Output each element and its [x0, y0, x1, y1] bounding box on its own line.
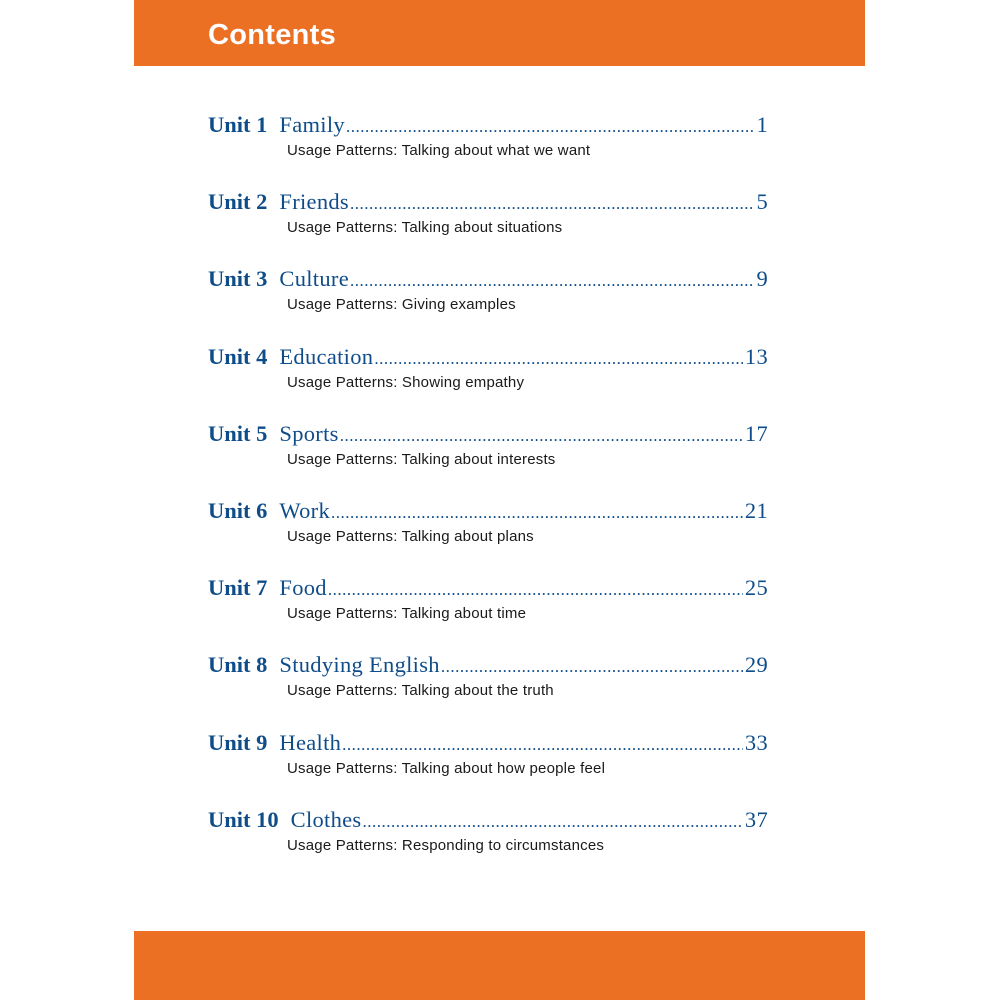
page-number: 5 [756, 189, 768, 215]
usage-patterns: Usage Patterns: Talking about how people feel [287, 759, 606, 777]
toc-entry[interactable] [208, 108, 768, 185]
toc-entry[interactable] [208, 726, 768, 803]
unit-label: Unit 1 [208, 112, 268, 137]
unit-title: Health [279, 729, 342, 755]
dot-leader [350, 264, 754, 298]
unit-title: Clothes [290, 806, 362, 832]
unit-label: Unit 4 [208, 343, 268, 369]
page-number: 9 [756, 266, 768, 292]
dot-leader [328, 573, 743, 607]
usage-patterns: Usage Patterns: Talking about interests [287, 450, 556, 468]
usage-patterns: Usage Patterns: Giving examples [287, 296, 516, 314]
page-number: 21 [744, 497, 768, 523]
page-title: Contents [208, 19, 337, 51]
toc-entry[interactable] [208, 494, 768, 571]
dot-leader [363, 805, 743, 839]
unit-title: Sports [279, 420, 339, 446]
dot-leader [346, 110, 754, 144]
unit-label: Unit 2 [208, 189, 268, 215]
usage-patterns: Usage Patterns: Talking about plans [287, 527, 534, 545]
page-number: 1 [756, 112, 768, 137]
usage-patterns: Usage Patterns: Talking about time [287, 605, 527, 623]
table-of-contents [208, 108, 768, 880]
usage-patterns: Usage Patterns: Showing empathy [287, 373, 525, 391]
contents-page [134, 0, 865, 1000]
page-number: 33 [744, 729, 768, 755]
dot-leader [374, 342, 743, 376]
unit-title: Family [279, 112, 345, 137]
usage-patterns: Usage Patterns: Talking about the truth [287, 682, 554, 700]
unit-title: Work [279, 497, 331, 523]
unit-label: Unit 10 [208, 806, 279, 832]
dot-leader [350, 187, 754, 221]
unit-label: Unit 9 [208, 729, 268, 755]
dot-leader [340, 419, 743, 453]
usage-patterns: Usage Patterns: Talking about what we want [287, 142, 591, 159]
dot-leader [342, 728, 743, 762]
page-number: 17 [744, 420, 768, 446]
unit-title: Friends [279, 189, 349, 215]
toc-entry[interactable] [208, 571, 768, 648]
page-number: 13 [744, 343, 768, 369]
unit-title: Culture [279, 266, 349, 292]
unit-label: Unit 3 [208, 266, 268, 292]
dot-leader [331, 496, 743, 530]
page-number: 37 [744, 806, 768, 832]
unit-label: Unit 6 [208, 497, 268, 523]
page-number: 29 [744, 652, 768, 678]
dot-leader [441, 650, 743, 684]
unit-label: Unit 5 [208, 420, 268, 446]
header-bar [134, 0, 865, 66]
unit-title: Education [279, 343, 374, 369]
toc-entry[interactable] [208, 185, 768, 262]
toc-entry[interactable] [208, 648, 768, 725]
toc-entry[interactable] [208, 340, 768, 417]
footer-bar [134, 931, 865, 1000]
page-number: 25 [744, 575, 768, 601]
toc-entry[interactable] [208, 262, 768, 339]
usage-patterns: Usage Patterns: Talking about situations [287, 219, 563, 237]
unit-label: Unit 7 [208, 575, 268, 601]
usage-patterns: Usage Patterns: Responding to circumstances [287, 836, 605, 854]
toc-entry[interactable] [208, 417, 768, 494]
unit-title: Studying English [279, 652, 440, 678]
unit-label: Unit 8 [208, 652, 268, 678]
toc-entry[interactable] [208, 803, 768, 880]
unit-title: Food [279, 575, 327, 601]
